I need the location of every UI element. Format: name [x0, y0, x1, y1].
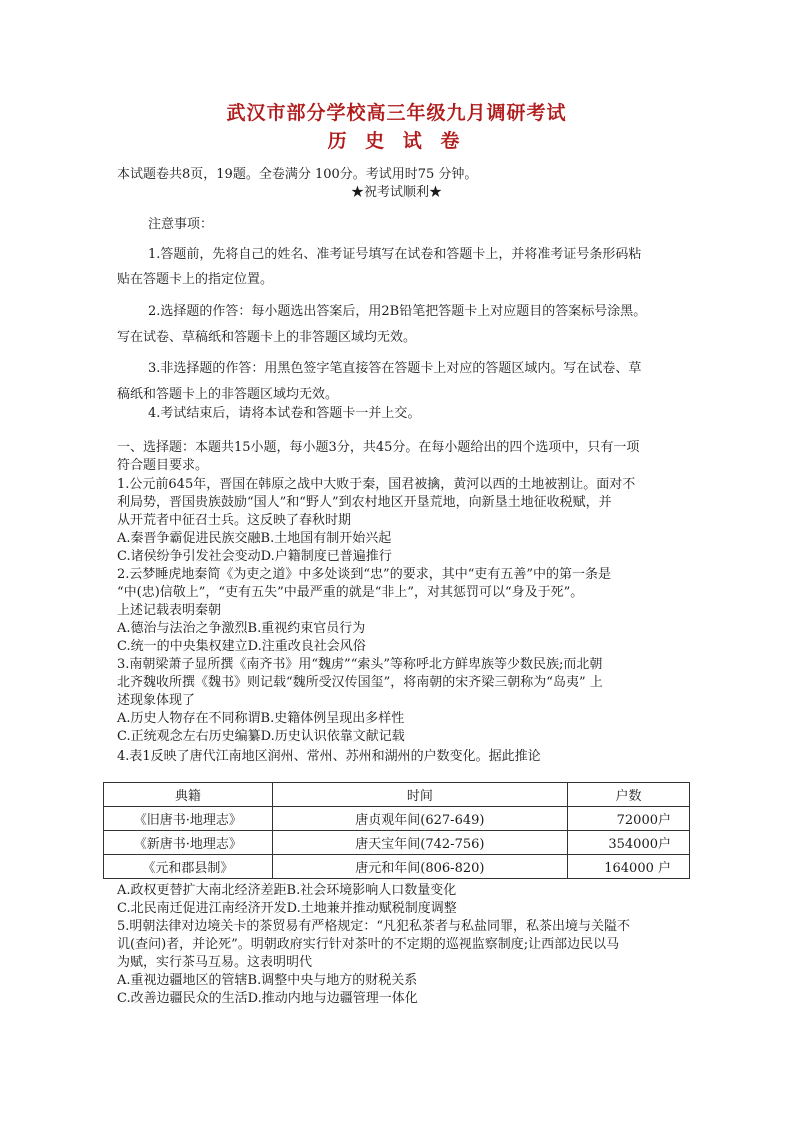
q1-stem-cont: 利局势，晋国贵族鼓励“国人”和“野人”到农村地区开垦荒地，向新垦土地征收税赋，并	[117, 495, 612, 510]
q5-stem-cont: 讥(查问)者，并论死”。明朝政府实行针对茶叶的不定期的巡视监察制度;让西部边民以马	[117, 937, 620, 952]
note-2: 2.选择题的作答：每小题选出答案后，用2B铅笔把答题卡上对应题目的答案标号涂黑。	[148, 304, 647, 319]
note-1-cont: 贴在答题卡上的指定位置。	[117, 272, 274, 287]
q4-stem: 4.表1反映了唐代江南地区润州、常州、苏州和湖州的户数变化。据此推论	[117, 749, 541, 764]
table-cell: 《元和郡县制》	[104, 855, 273, 879]
table-cell: 72000户	[568, 807, 690, 831]
q3-stem-cont: 北齐魏收所撰《魏书》则记载“魏所受汉传国玺”，将南朝的宋齐梁三朝称为“岛夷” 上	[117, 675, 603, 690]
q4-options-cd: C.北民南迁促进江南经济开发D.土地兼并推动赋税制度调整	[117, 901, 457, 916]
table-header: 时间	[272, 783, 567, 807]
q2-options-ab: A.德治与法治之争激烈B.重视约束官员行为	[117, 621, 366, 636]
note-2-cont: 写在试卷、草稿纸和答题卡上的非答题区域均无效。	[117, 330, 417, 345]
table-cell: 354000户	[568, 831, 690, 855]
q2-options-cd: C.统一的中央集权建立D.注重改良社会风俗	[117, 639, 366, 654]
table-cell: 《旧唐书·地理志》	[104, 807, 273, 831]
section-heading: 一、选择题：本题共15小题，每小题3分，共45分。在每小题给出的四个选项中，只有一项	[117, 440, 640, 455]
q2-stem: 2.云梦睡虎地秦简《为吏之道》中多处谈到“忠”的要求，其中“吏有五善”中的第一条是	[117, 567, 611, 582]
q4-options-ab: A.政权更替扩大南北经济差距B.社会环境影响人口数量变化	[117, 883, 457, 898]
note-4: 4.考试结束后，请将本试卷和答题卡一并上交。	[148, 406, 421, 421]
q1-stem-cont: 从开荒者中征召士兵。这反映了春秋时期	[117, 513, 352, 528]
table-cell: 唐元和年间(806-820)	[272, 855, 567, 879]
household-table	[103, 782, 690, 879]
q3-options-cd: C.正统观念左右历史编纂D.历史认识依靠文献记载	[117, 729, 405, 744]
intro-line: 本试题卷共8页，19题。全卷满分 100分。考试用时75 分钟。	[117, 167, 478, 182]
q2-stem-cont: 上述记载表明秦朝	[117, 603, 222, 618]
q1-options-cd: C.诸侯纷争引发社会变动D.户籍制度已普遍推行	[117, 549, 392, 564]
table-cell: 《新唐书·地理志》	[104, 831, 273, 855]
note-1: 1.答题前，先将自己的姓名、准考证号填写在试卷和答题卡上，并将准考证号条形码粘	[148, 247, 642, 262]
table-row	[104, 807, 690, 831]
table-row	[104, 855, 690, 879]
q3-options-ab: A.历史人物存在不同称谓B.史籍体例呈现出多样性	[117, 711, 405, 726]
exam-subject: 历 史 试 卷	[327, 130, 466, 152]
table-header: 户数	[568, 783, 690, 807]
q5-options-ab: A.重视边疆地区的管辖B.调整中央与地方的财税关系	[117, 973, 418, 988]
good-luck-line: ★祝考试顺利★	[350, 185, 442, 200]
q3-stem: 3.南朝梁萧子显所撰《南齐书》用“魏虏”“索头”等称呼北方鲜卑族等少数民族;而北朝	[117, 657, 603, 672]
q2-stem-cont: “中(忠)信敬上”，“吏有五失”中最严重的就是“非上”，对其惩罚可以“身及于死”。	[117, 585, 584, 600]
table-header: 典籍	[104, 783, 273, 807]
note-3: 3.非选择题的作答：用黑色签字笔直接答在答题卡上对应的答题区域内。写在试卷、草	[148, 361, 642, 376]
q5-options-cd: C.改善边疆民众的生活D.推动内地与边疆管理一体化	[117, 991, 418, 1006]
table-row	[104, 831, 690, 855]
q1-options-ab: A.秦晋争霸促进民族交融B.土地国有制开始兴起	[117, 531, 392, 546]
table-cell: 164000 户	[568, 855, 690, 879]
section-heading-cont: 符合题目要求。	[117, 458, 209, 473]
notes-heading: 注意事项：	[148, 217, 214, 232]
note-3-cont: 稿纸和答题卡上的非答题区域均无效。	[117, 387, 339, 402]
exam-title: 武汉市部分学校高三年级九月调研考试	[226, 102, 567, 124]
q5-stem-cont: 为赋，实行茶马互易。这表明明代	[117, 955, 313, 970]
table-header-row	[104, 783, 690, 807]
table-cell: 唐贞观年间(627-649)	[272, 807, 567, 831]
table-cell: 唐天宝年间(742-756)	[272, 831, 567, 855]
q5-stem: 5.明朝法律对边境关卡的茶贸易有严格规定：“凡犯私茶者与私盐同罪，私茶出境与关隘不	[117, 919, 631, 934]
q1-stem: 1.公元前645年，晋国在韩原之战中大败于秦，国君被擒，黄河以西的土地被割让。面对不	[117, 477, 636, 492]
q3-stem-cont: 述现象体现了	[117, 693, 196, 708]
